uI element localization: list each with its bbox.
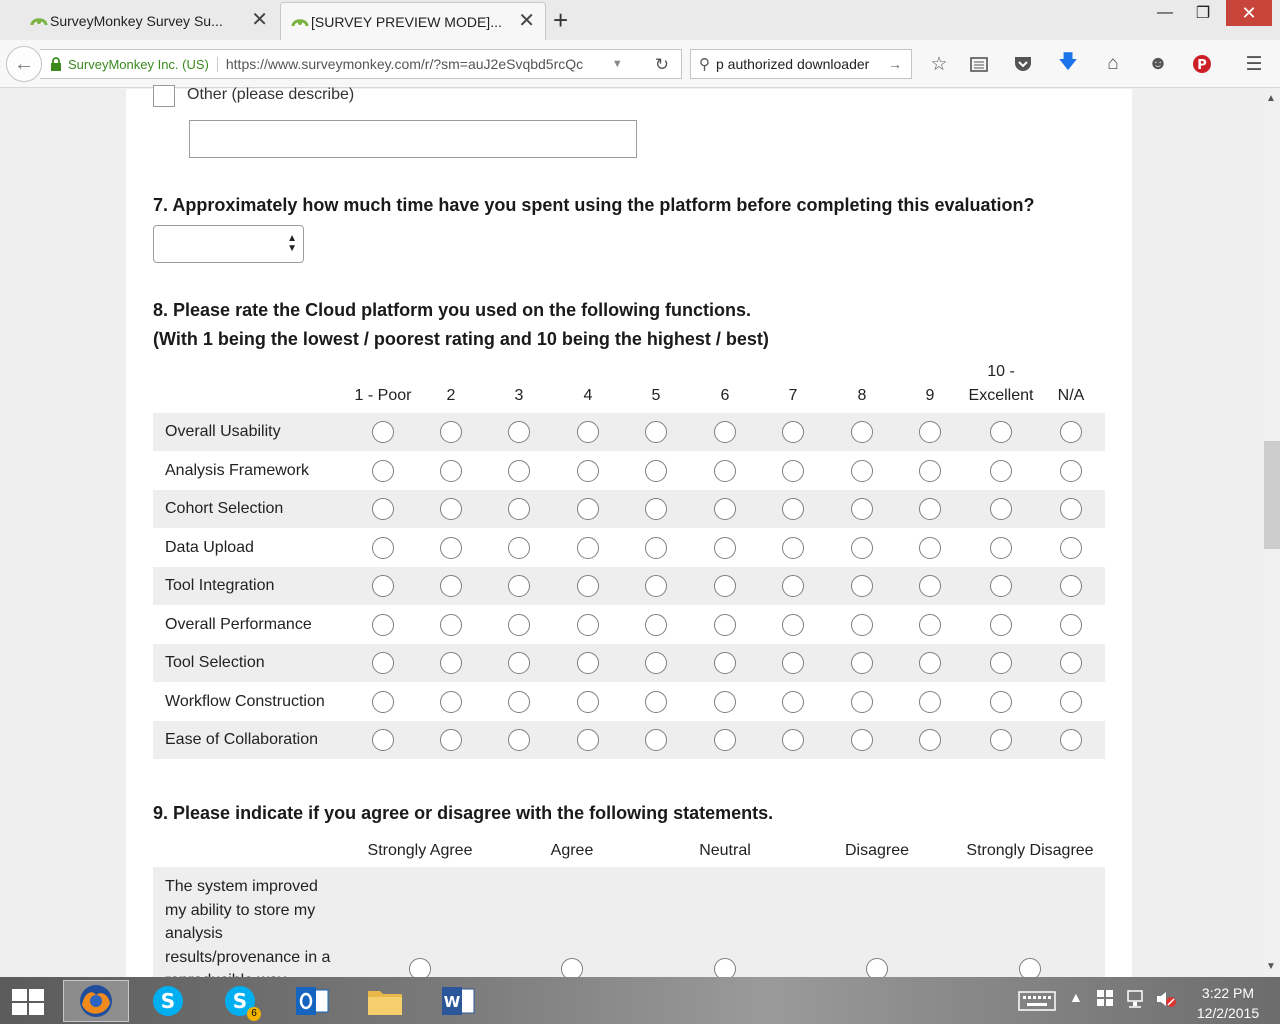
rating-radio[interactable] (645, 691, 667, 713)
home-icon[interactable]: ⌂ (1107, 53, 1119, 74)
lock-icon (50, 57, 62, 71)
back-button[interactable] (6, 46, 42, 82)
search-bar[interactable] (690, 49, 912, 79)
rating-radio[interactable] (782, 421, 804, 443)
rating-radio[interactable] (714, 421, 736, 443)
rating-radio[interactable] (990, 614, 1012, 636)
url-bar[interactable] (40, 49, 682, 79)
tab-strip (0, 0, 1280, 40)
outlook-icon (294, 984, 330, 1018)
rating-radio[interactable] (645, 614, 667, 636)
agreement-column-header: Agree (550, 842, 594, 859)
rating-radio[interactable] (577, 575, 599, 597)
reading-list-icon[interactable] (967, 52, 991, 76)
pocket-icon[interactable] (1011, 52, 1035, 76)
rating-radio[interactable] (782, 729, 804, 751)
other-describe-input[interactable] (189, 120, 637, 158)
rating-radio[interactable] (1060, 729, 1082, 751)
rating-radio[interactable] (714, 691, 736, 713)
rating-column-header: N/A (1057, 387, 1085, 404)
maximize-button[interactable]: ❐ (1195, 5, 1211, 22)
rating-radio[interactable] (508, 652, 530, 674)
svg-text:S: S (160, 989, 176, 1013)
rating-row (153, 683, 1105, 721)
system-clock[interactable] (1182, 983, 1274, 1023)
rating-radio[interactable] (851, 729, 873, 751)
tab-title: SurveyMonkey Survey Su... (50, 13, 223, 29)
rating-column-header: 5 (651, 387, 661, 404)
rating-radio[interactable] (440, 421, 462, 443)
rating-row (153, 413, 1105, 451)
keyboard-icon[interactable] (1018, 991, 1056, 1014)
rating-radio[interactable] (508, 421, 530, 443)
skype-icon (150, 983, 186, 1019)
rating-radio[interactable] (1060, 537, 1082, 559)
rating-radio[interactable] (645, 729, 667, 751)
rating-radio[interactable] (577, 652, 599, 674)
scroll-down-icon[interactable]: ▼ (1266, 961, 1276, 972)
close-window-button[interactable]: ✕ (1226, 0, 1272, 26)
rating-radio[interactable] (440, 575, 462, 597)
rating-radio[interactable] (714, 575, 736, 597)
rating-radio[interactable] (508, 460, 530, 482)
question-7-title: 7. Approximately how much time have you spent using the platform before completing this evaluation? (153, 195, 1035, 215)
rating-radio[interactable] (372, 537, 394, 559)
rating-column-header: 6 (720, 387, 730, 404)
rating-radio[interactable] (714, 537, 736, 559)
rating-radio[interactable] (372, 614, 394, 636)
rating-radio[interactable] (372, 729, 394, 751)
rating-radio[interactable] (851, 460, 873, 482)
rating-radio[interactable] (440, 614, 462, 636)
svg-text:W: W (443, 993, 461, 1011)
rating-column-header: 4 (583, 387, 593, 404)
rating-radio[interactable] (919, 729, 941, 751)
word-icon (440, 984, 476, 1018)
svg-text:S: S (232, 989, 248, 1013)
rating-row (153, 529, 1105, 567)
menu-hamburger-icon[interactable]: ☰ (1245, 53, 1263, 75)
rating-row-label: Ease of Collaboration (165, 731, 318, 748)
rating-radio[interactable] (508, 498, 530, 520)
reload-icon[interactable]: ↻ (654, 55, 669, 74)
rating-radio[interactable] (919, 498, 941, 520)
rating-row (153, 567, 1105, 605)
rating-radio[interactable] (851, 614, 873, 636)
rating-radio[interactable] (645, 652, 667, 674)
question-9-title: 9. Please indicate if you agree or disagree with the following statements. (153, 803, 774, 823)
rating-radio[interactable] (508, 614, 530, 636)
volume-muted-icon[interactable] (1155, 989, 1177, 1012)
rating-radio[interactable] (851, 421, 873, 443)
rating-radio[interactable] (577, 691, 599, 713)
rating-radio[interactable] (577, 498, 599, 520)
rating-column-header: 3 (514, 387, 524, 404)
rating-row-label: Overall Performance (165, 615, 312, 633)
rating-radio[interactable] (714, 614, 736, 636)
windows-start-icon[interactable] (10, 987, 46, 1017)
rating-row-label: Cohort Selection (165, 500, 284, 517)
network-icon[interactable] (1126, 989, 1146, 1012)
rating-radio[interactable] (440, 498, 462, 520)
vertical-scrollbar[interactable] (1262, 89, 1280, 977)
site-identity[interactable]: SurveyMonkey Inc. (US) (68, 57, 218, 72)
rating-radio[interactable] (782, 614, 804, 636)
folder-icon (366, 985, 404, 1017)
rating-radio[interactable] (577, 460, 599, 482)
rating-radio[interactable] (990, 652, 1012, 674)
notification-badge: 6 (247, 1007, 261, 1021)
rating-radio[interactable] (990, 691, 1012, 713)
rating-radio[interactable] (919, 537, 941, 559)
taskbar-skype[interactable] (135, 980, 201, 1022)
rating-radio[interactable] (1060, 460, 1082, 482)
rating-radio[interactable] (577, 537, 599, 559)
rating-row (153, 721, 1105, 759)
rating-column-header: 9 (925, 387, 935, 404)
rating-radio[interactable] (1060, 652, 1082, 674)
rating-radio[interactable] (851, 498, 873, 520)
agreement-column-header: Disagree (844, 842, 910, 859)
taskbar-outlook[interactable] (279, 980, 345, 1022)
tab-close-icon[interactable]: ✕ (251, 9, 268, 31)
tab-survey-preview[interactable] (280, 2, 546, 40)
taskbar-word[interactable] (425, 980, 491, 1022)
clock-date: 12/2/2015 (1196, 1005, 1260, 1021)
rating-radio[interactable] (782, 691, 804, 713)
rating-radio[interactable] (508, 575, 530, 597)
rating-radio[interactable] (645, 537, 667, 559)
scroll-up-icon[interactable]: ▲ (1266, 93, 1276, 104)
other-checkbox-label: Other (please describe) (187, 86, 355, 103)
rating-row-label: Data Upload (165, 538, 254, 556)
rating-radio[interactable] (508, 729, 530, 751)
rating-radio[interactable] (782, 498, 804, 520)
bookmark-star-icon[interactable]: ☆ (930, 53, 948, 75)
rating-radio[interactable] (1060, 614, 1082, 636)
rating-row-label: Tool Integration (165, 577, 275, 594)
rating-radio[interactable] (1060, 498, 1082, 520)
rating-radio[interactable] (919, 460, 941, 482)
scrollbar-thumb[interactable] (1264, 441, 1280, 549)
search-go-icon[interactable]: → (888, 56, 902, 72)
agreement-column-header: Strongly Agree (367, 842, 473, 859)
rating-row-label: Overall Usability (165, 423, 281, 440)
rating-radio[interactable] (508, 691, 530, 713)
rating-radio[interactable] (440, 460, 462, 482)
rating-radio[interactable] (372, 460, 394, 482)
back-arrow-icon: ← (14, 52, 34, 75)
rating-radio[interactable] (645, 421, 667, 443)
other-checkbox[interactable] (153, 85, 175, 107)
rating-radio[interactable] (714, 729, 736, 751)
rating-radio[interactable] (1060, 575, 1082, 597)
rating-radio[interactable] (990, 498, 1012, 520)
question-8-subtitle: (With 1 being the lowest / poorest rating and 10 being the highest / best) (153, 329, 769, 349)
rating-radio[interactable] (440, 652, 462, 674)
rating-radio[interactable] (919, 575, 941, 597)
agreement-row (153, 867, 1105, 977)
search-input[interactable]: p authorized downloader (716, 56, 870, 72)
rating-radio[interactable] (577, 614, 599, 636)
rating-radio[interactable] (372, 421, 394, 443)
rating-radio[interactable] (372, 652, 394, 674)
rating-row-label: Tool Selection (165, 654, 265, 671)
page-viewport (0, 86, 1262, 977)
rating-row-label: Workflow Construction (165, 692, 325, 710)
url-text[interactable]: https://www.surveymonkey.com/r/?sm=auJ2eSvqbd5rcQc (225, 56, 584, 72)
nav-toolbar (0, 40, 1280, 88)
rating-radio[interactable] (1060, 421, 1082, 443)
rating-radio[interactable] (372, 575, 394, 597)
agreement-row-label: The system improved my ability to store my analysis results/provenance in a (165, 878, 331, 966)
select-arrows-icon: ▲ ▼ (287, 233, 297, 254)
rating-column-header: 7 (788, 387, 798, 404)
rating-radio[interactable] (782, 537, 804, 559)
surveymonkey-icon (291, 14, 309, 28)
taskbar-skype-2[interactable] (207, 980, 273, 1022)
rating-radio[interactable] (1060, 691, 1082, 713)
taskbar-file-explorer[interactable] (352, 980, 418, 1022)
rating-column-header: 1 - Poor (354, 387, 412, 404)
rating-radio[interactable] (372, 691, 394, 713)
surveymonkey-icon (30, 13, 48, 27)
rating-radio[interactable] (919, 652, 941, 674)
survey-page (126, 86, 1132, 977)
rating-radio[interactable] (851, 691, 873, 713)
new-tab-button[interactable]: + (553, 5, 569, 35)
rating-radio[interactable] (919, 421, 941, 443)
rating-radio[interactable] (714, 652, 736, 674)
rating-radio[interactable] (851, 537, 873, 559)
chat-smiley-icon[interactable]: ☻ (1148, 53, 1168, 74)
rating-row (153, 452, 1105, 490)
agreement-column-header: Strongly Disagree (966, 842, 1094, 859)
tab-surveymonkey-summary[interactable] (20, 2, 278, 40)
rating-radio[interactable] (645, 460, 667, 482)
rating-radio[interactable] (990, 575, 1012, 597)
rating-column-header: 2 (446, 387, 456, 404)
svg-text:P: P (1197, 58, 1207, 73)
windows-taskbar (0, 977, 1280, 1024)
rating-radio[interactable] (851, 575, 873, 597)
rating-row (153, 644, 1105, 682)
rating-radio[interactable] (990, 729, 1012, 751)
minimize-button[interactable]: — (1157, 4, 1173, 21)
rating-row (153, 606, 1105, 644)
rating-radio[interactable] (714, 460, 736, 482)
rating-radio[interactable] (782, 460, 804, 482)
rating-radio[interactable] (990, 421, 1012, 443)
rating-radio[interactable] (990, 460, 1012, 482)
tab-close-icon[interactable]: ✕ (518, 10, 535, 32)
tab-title: [SURVEY PREVIEW MODE]... (311, 13, 502, 30)
rating-radio[interactable] (919, 691, 941, 713)
rating-radio[interactable] (645, 575, 667, 597)
tray-expand-icon[interactable]: ▲ (1069, 989, 1083, 1005)
rating-radio[interactable] (645, 498, 667, 520)
rating-radio[interactable] (440, 729, 462, 751)
rating-radio[interactable] (851, 652, 873, 674)
taskbar-firefox[interactable] (63, 980, 129, 1022)
clock-time: 3:22 PM (1201, 985, 1255, 1001)
rating-column-header: 8 (857, 387, 867, 404)
rating-row-label: Analysis Framework (165, 461, 310, 479)
pinterest-icon[interactable] (1190, 52, 1214, 76)
rating-radio[interactable] (440, 537, 462, 559)
firefox-icon (78, 983, 114, 1019)
time-spent-select[interactable] (153, 225, 304, 263)
rating-radio[interactable] (990, 537, 1012, 559)
search-icon: ⚲ (699, 56, 710, 73)
rating-radio[interactable] (577, 421, 599, 443)
rating-radio[interactable] (714, 498, 736, 520)
rating-radio[interactable] (508, 537, 530, 559)
rating-row (153, 490, 1105, 528)
question-8-title: 8. Please rate the Cloud platform you used on the following functions. (153, 300, 752, 320)
rating-radio[interactable] (440, 691, 462, 713)
rating-radio[interactable] (372, 498, 394, 520)
rating-radio[interactable] (577, 729, 599, 751)
url-dropdown-icon[interactable]: ▼ (611, 58, 623, 70)
rating-radio[interactable] (782, 652, 804, 674)
download-icon[interactable]: 🡇 (1058, 52, 1078, 73)
agreement-column-header: Neutral (699, 842, 751, 859)
rating-radio[interactable] (919, 614, 941, 636)
action-center-icon[interactable] (1096, 989, 1114, 1010)
rating-column-header: 10 - Excellent (968, 363, 1034, 404)
rating-radio[interactable] (782, 575, 804, 597)
